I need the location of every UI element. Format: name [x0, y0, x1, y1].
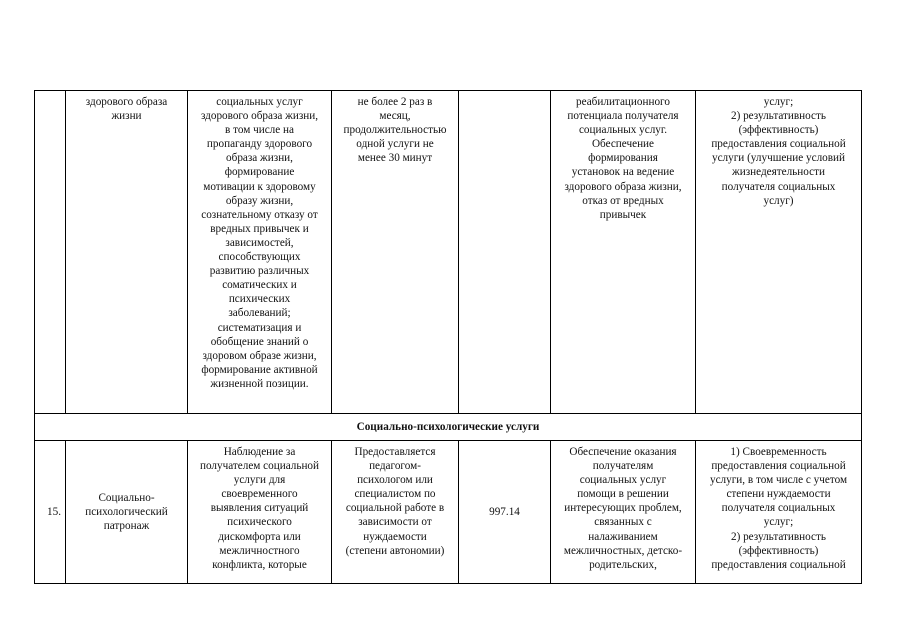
text-line: обобщение знаний о	[210, 335, 309, 348]
text-line: межличностных, детско-	[563, 544, 683, 557]
text-line: психических	[228, 293, 291, 306]
text-line: интересующих проблем,	[564, 502, 682, 515]
cell-service-description	[188, 91, 332, 414]
text-line: здорового образа жизни,	[564, 180, 682, 193]
text-line: формирование	[224, 166, 295, 179]
text-line: жизни	[111, 110, 142, 123]
text-line: Обеспечение	[591, 138, 655, 151]
text-line: Обеспечение оказания	[569, 446, 677, 458]
item-number: 15.	[35, 441, 66, 584]
cell-service-conditions	[551, 91, 696, 414]
item-provision	[332, 441, 459, 584]
text-line: привычек	[599, 208, 647, 221]
text-line: психологом или	[357, 474, 433, 487]
text-line: межличностного	[219, 544, 300, 557]
text-line: установок на ведение	[571, 166, 675, 179]
text-line: формирование активной	[201, 363, 318, 376]
text-line: мотивации к здоровому	[203, 180, 316, 193]
text-line: систематизация и	[217, 321, 302, 334]
text-line: месяц,	[379, 110, 411, 123]
text-line: 1) Своевременность	[730, 446, 827, 458]
text-line: услуги для	[233, 474, 286, 487]
text-line: налаживанием	[588, 530, 658, 543]
text-line: родительских,	[589, 558, 657, 571]
text-line: (степени автономии)	[345, 544, 445, 557]
text-line: Предоставляется	[354, 446, 436, 458]
text-line: выявления ситуаций	[210, 502, 309, 515]
item-conditions	[551, 441, 696, 584]
text-line: жизнедеятельности	[732, 166, 825, 179]
text-line: степени нуждаемости	[726, 488, 831, 501]
text-line: не более 2 раз в	[357, 96, 433, 108]
item-indicators	[696, 441, 862, 584]
text-line: потенциала получателя	[567, 110, 679, 123]
text-line: услуг)	[763, 194, 794, 207]
text-line: менее 30 минут	[357, 152, 433, 165]
text-line: (эффективность)	[738, 544, 819, 557]
text-line: способствующих	[218, 251, 301, 264]
text-line: социальных услуг	[579, 474, 667, 487]
section-title: Социально-психологические услуги	[35, 414, 862, 441]
text-line: специалистом по	[354, 488, 436, 501]
table-row-item-15	[35, 441, 862, 584]
text-line: получателям	[592, 460, 654, 473]
text-line: предоставления социальной	[711, 460, 846, 473]
text-line: патронаж	[103, 520, 150, 533]
text-line: Наблюдение за	[223, 446, 296, 458]
text-line: услуг;	[763, 516, 794, 529]
section-row	[35, 414, 862, 441]
services-table	[34, 90, 862, 584]
text-line: предоставления социальной	[711, 558, 846, 571]
text-line: в том числе на	[225, 124, 294, 137]
text-line: Социально-	[98, 491, 155, 504]
cell-number	[35, 91, 66, 414]
text-line: одной услуги не	[356, 138, 434, 151]
cell-service-frequency	[332, 91, 459, 414]
text-line: услуги, в том числе с учетом	[709, 474, 848, 487]
text-line: конфликта, которые	[212, 558, 307, 571]
cell-service-indicators	[696, 91, 862, 414]
text-line: связанных с	[594, 516, 652, 529]
cell-service-price	[459, 91, 551, 414]
text-line: психологический	[85, 505, 168, 518]
text-line: 2) результативность	[730, 110, 827, 123]
text-line: соматических и	[222, 279, 297, 292]
text-line: социальной работе в	[345, 502, 445, 515]
cell-service-name	[66, 91, 188, 414]
item-description	[188, 441, 332, 584]
text-line: реабилитационного	[576, 96, 670, 108]
text-line: своевременного	[221, 488, 298, 501]
text-line: образа жизни,	[226, 152, 293, 165]
text-line: сознательному отказу от	[201, 208, 318, 221]
text-line: помощи в решении	[577, 488, 669, 501]
text-line: получателем социальной	[199, 460, 320, 473]
text-line: услуг;	[763, 96, 794, 108]
text-line: получателя социальных	[721, 180, 836, 193]
text-line: социальных услуг.	[578, 124, 668, 137]
text-line: жизненной позиции.	[210, 377, 309, 390]
text-line: продолжительностью	[343, 124, 447, 137]
item-name	[66, 441, 188, 584]
text-line: вредных привычек и	[210, 222, 309, 235]
text-line: пропаганду здорового	[206, 138, 313, 151]
text-line: заболеваний;	[228, 307, 291, 320]
text-line: здоровом образе жизни,	[202, 349, 317, 362]
table-row-healthy-lifestyle-continued	[35, 91, 862, 414]
text-line: социальных услуг	[216, 96, 303, 108]
text-line: развитию различных	[209, 265, 310, 278]
item-price: 997.14	[459, 441, 551, 584]
text-line: психического	[227, 516, 292, 529]
text-line: педагогом-	[369, 460, 421, 473]
text-line: отказ от вредных	[582, 194, 664, 207]
text-line: (эффективность)	[738, 124, 819, 137]
text-line: зависимости от	[358, 516, 432, 529]
text-line: образу жизни,	[225, 194, 294, 207]
text-line: предоставления социальной	[711, 138, 846, 151]
text-line: получателя социальных	[721, 502, 836, 515]
text-line: формирования	[588, 152, 658, 165]
text-line: здорового образа жизни,	[200, 110, 319, 123]
text-line: нуждаемости	[363, 530, 427, 543]
text-line: дискомфорта или	[218, 530, 301, 543]
text-line: зависимостей,	[225, 236, 294, 249]
text-line: здорового образа	[85, 96, 168, 108]
text-line: услуги (улучшение условий	[711, 152, 846, 165]
text-line: 2) результативность	[730, 530, 827, 543]
